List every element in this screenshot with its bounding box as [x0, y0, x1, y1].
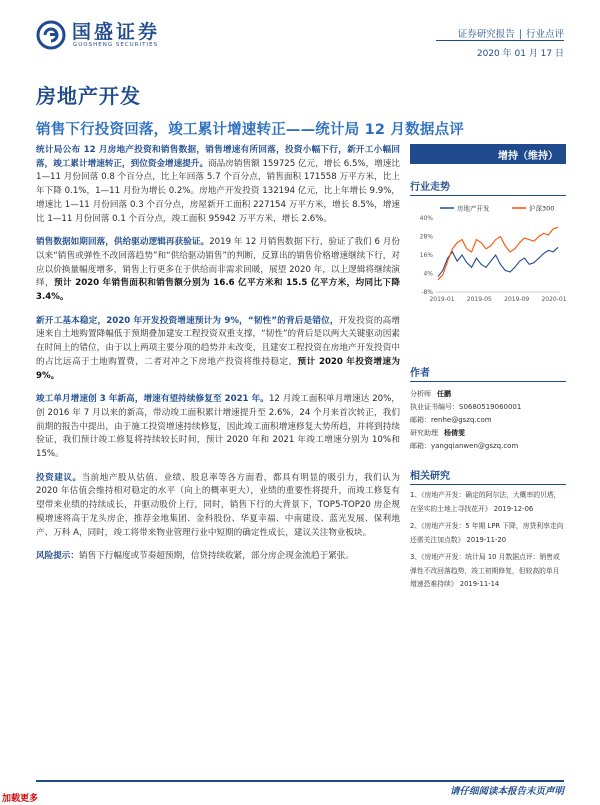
trend-heading: 行业走势 — [410, 178, 566, 196]
report-date: 2020 年 01 月 17 日 — [476, 49, 564, 59]
company-logo — [36, 20, 160, 50]
related-text: 3、《房地产开发：统计局 10 月数据点评：销售或弹性不改回落趋势，竣工初期修复，但较高的单月增速恐难持续》 — [410, 553, 560, 588]
related-item[interactable] — [410, 520, 566, 547]
paragraph-summary — [36, 144, 400, 226]
investment-forecast: 预计 2020 年投资增速为 9%。 — [36, 356, 400, 381]
paragraph-investment — [36, 315, 400, 384]
related-item[interactable] — [410, 489, 566, 516]
completion-body: 12 月竣工面积单月增速达 20%，创 2016 年 7 月以来的新高，带动竣工面积累计增速提升至 2.6%，24 个月来首次转正，我们前期的报告中提出，由于施工投资增速持续修复，因此竣工面积增速修复大势所趋，并将到持续验证，我们预计竣工修复将持续较长时间，预计 2020 年和 2021 年竣工增速分别为 10%和 15%。 — [36, 394, 400, 460]
series-line — [438, 247, 558, 276]
logo-icon — [36, 20, 66, 50]
main-body — [36, 144, 400, 574]
legend-label: 沪深300 — [529, 204, 555, 213]
sales-lead: 销售数据如期回落，供给驱动逻辑再获验证。 — [36, 237, 210, 248]
report-subtype-label: 行业点评 — [525, 29, 564, 40]
completion-lead: 竣工单月增速创 3 年新高，增速有望持续修复至 2021 年。 — [36, 394, 269, 405]
logo-en-text: GUOSHENG SECURITIES — [73, 42, 159, 48]
x-tick-label: 2019-05 — [466, 296, 492, 303]
summary-lead: 统计局公布 12 月房地产投资和销售数据，销售增速有所回落，投资小幅下行，新开工小幅回落，竣工累计增速转正，到位资金增速提升。 — [36, 145, 400, 169]
related-date: 2019-11-20 — [466, 535, 507, 544]
header-divider — [436, 40, 564, 41]
summary-body: 商品房销售额 159725 亿元，增长 6.5%，增速比 1—11 月份回落 0.8 个百分点，比上年回落 5.7 个百分点，销售面积 171558 万平方米，比上年下降 0.1%，1—11 月份为增长 0.2%。房地产开发投资 132194 亿元，比上年增长 9.9%，增速比 1—11 月份回落 0.3 个百分点，房屋新开工面积 227154 万平方米，增长 8.5%，增速比 1—11 月份回落 0.1 个百分点，竣工面积 95942 万平方米，增长 2.6%。 — [36, 158, 400, 224]
sales-forecast: 预计 2020 年销售面积和销售额分别为 16.6 亿平方米和 15.5 亿平方米，均同比下降 3.4%。 — [36, 278, 400, 303]
footer-load-more[interactable] — [0, 786, 90, 804]
trend-chart — [410, 200, 566, 308]
risk-lead: 风险提示： — [36, 551, 79, 562]
related-item[interactable] — [410, 551, 566, 592]
related-heading: 相关研究 — [410, 467, 566, 485]
related-date: 2019-11-14 — [459, 580, 500, 588]
investment-lead: 新开工基本稳定，2020 年开发投资增速预计为 9%，“韧性”的背后是错位， — [36, 315, 339, 326]
analyst-label: 分析师 — [410, 390, 431, 398]
page-header — [0, 0, 600, 68]
paragraph-risk — [36, 550, 400, 564]
report-type-label: 证券研究报告 — [457, 29, 515, 40]
analyst-cert: 执业证书编号：S0680519060001 — [410, 403, 522, 411]
risk-body: 销售下行幅度或节奏超预期，信贷持续收紧，部分房企现金流趋于紧张。 — [78, 551, 354, 562]
x-tick-label: 2019-09 — [504, 296, 530, 303]
researcher-label: 研究助理 — [410, 429, 438, 437]
advice-body: 当前地产股从估值、业绩、股息率等各方面看，都具有明显的吸引力，我们认为 2020 年估值会维持相对稳定的水平（向上的概率更大），业绩的重要性将提升，而竣工修复有望带来业绩的持续成长，并驱动股价上行，同时，销售下行的大背景下，TOP5-TOP20 房企规模增速将高于龙头房企，推荐金地集团、金科股份、华夏幸福、中南建设、蓝光发展、保利地产、万科 A，同时，竣工将带来物业管理行业中短期的确定性成长，建议关注物业板块。 — [36, 472, 400, 538]
authors-heading: 作者 — [410, 364, 566, 382]
researcher-name: 杨倩雯 — [444, 429, 465, 437]
rating-badge: 增持（维持） — [410, 144, 566, 164]
industry-title: 房地产开发 — [36, 84, 141, 108]
paragraph-completion — [36, 393, 400, 462]
paragraph-sales — [36, 236, 400, 305]
series-line — [438, 227, 558, 279]
paragraph-advice — [36, 472, 400, 541]
researcher-line — [410, 427, 566, 440]
related-text: 1、《房地产开发：确定的阿尔法，大概率的贝塔，在坚实的土地上寻找花开》 — [410, 491, 561, 513]
y-tick-label: 28% — [419, 233, 433, 241]
footer-load-more-label: 加载更多 — [2, 794, 39, 804]
y-tick-label: 16% — [419, 252, 433, 259]
analyst-line — [410, 388, 566, 401]
analyst-email: 邮箱：renhe@gszq.com — [410, 416, 492, 424]
footer-note: 请仔细阅读本报告末页声明 — [449, 786, 564, 797]
logo-cn-text: 国盛证券 — [72, 21, 161, 43]
researcher-email: 邮箱：yangqianwen@gszq.com — [410, 442, 519, 450]
sales-body: 2019 年 12 月销售数据下行，验证了我们 6 月份以来“销售或弹性不改回落趋势”和“供给驱动销售”的判断，反算出的销售价格增速继续下行，对应以价换量幅度增多，销售上行更多在于供给而非需求回暖，展望 2020 年，以上逻辑将继续演绎， — [36, 237, 400, 289]
analyst-name: 任鹏 — [437, 390, 451, 398]
y-tick-label: -8% — [421, 289, 433, 296]
y-tick-label: 40% — [419, 215, 433, 222]
related-section — [410, 467, 566, 592]
sidebar — [410, 144, 566, 592]
authors-section — [410, 364, 566, 453]
advice-lead: 投资建议。 — [36, 472, 82, 483]
y-tick-label: 4% — [423, 270, 433, 278]
legend-label: 房地产开发 — [457, 204, 490, 213]
related-date: 2019-12-06 — [493, 504, 534, 513]
report-title: 销售下行投资回落，竣工累计增速转正——统计局 12 月数据点评 — [36, 122, 464, 138]
x-tick-label: 2019-01 — [429, 296, 455, 303]
related-text: 2、《房地产开发：5 年期 LPR 下降，房贷利率走向还需关注加点数》 — [410, 522, 564, 544]
report-type: 证券研究报告 | 行业点评 — [457, 29, 564, 40]
x-tick-label: 2020-01 — [541, 296, 566, 303]
investment-body: 开发投资的高增速来自土地购置降幅低于预期叠加建安工程投资双重支撑，“韧性”的背后是以两大关键驱动因素在时间上的错位，由于以上两项主要分项的趋势并未改变，且建安工程投资在房地产开发投资中的占比远高于土地购置费，二者对冲之下房地产投资将维持稳定， — [36, 315, 400, 367]
